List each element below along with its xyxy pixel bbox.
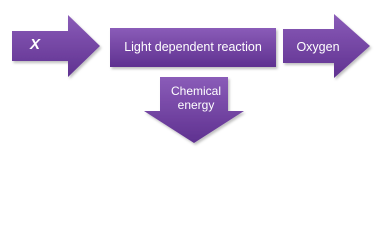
input-label: X (29, 36, 40, 53)
output-label: Oxygen (296, 40, 340, 54)
process-label: Light dependent reaction (124, 40, 262, 54)
energy-label: Chemical energy (170, 84, 221, 112)
